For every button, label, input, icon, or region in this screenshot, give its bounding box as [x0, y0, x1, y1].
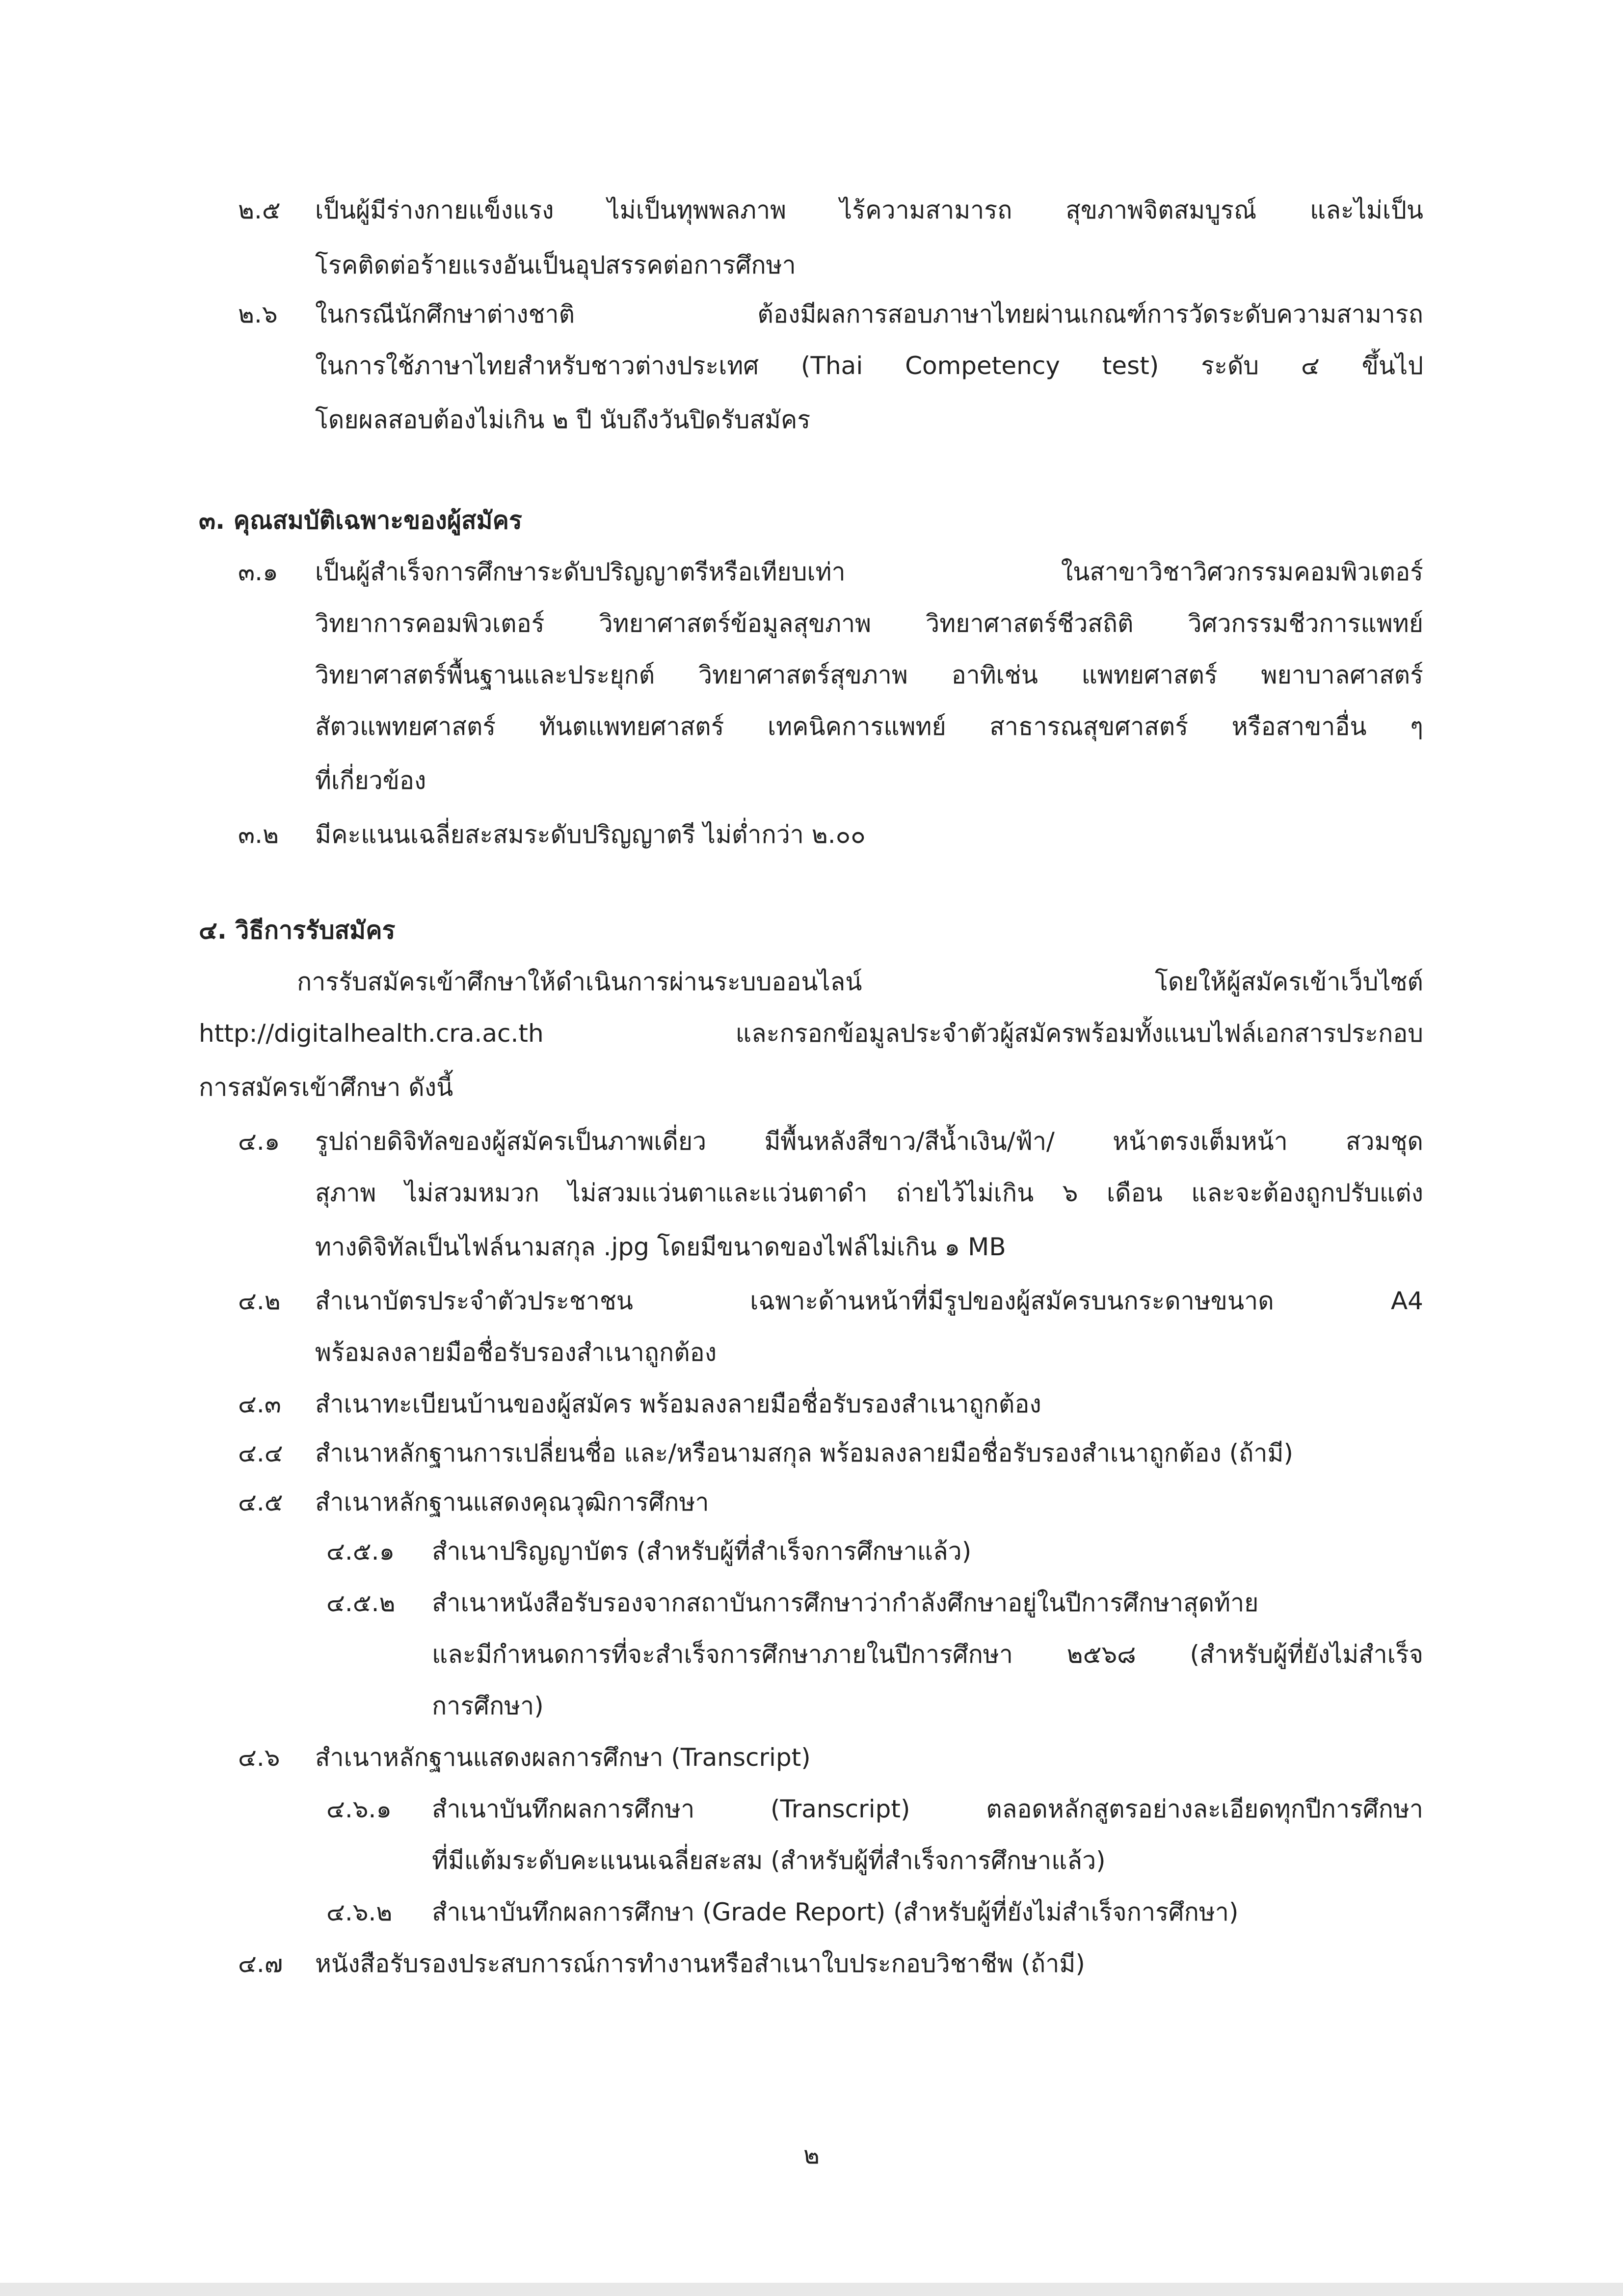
- item-number: ๒.๖: [238, 300, 278, 328]
- item-text-line: ในการใช้ภาษาไทยสำหรับชาวต่างประเทศ (Thai Competency test) ระดับ ๔ ขึ้นไป: [315, 351, 1423, 380]
- item-text-line: สำเนาบันทึกผลการศึกษา (Transcript) ตลอดหลักสูตรอย่างละเอียดทุกปีการศึกษา: [432, 1795, 1423, 1823]
- item-number: ๒.๕: [238, 196, 281, 224]
- sub-item-number: ๔.๕.๒: [326, 1589, 396, 1617]
- item-text-line: โดยผลสอบต้องไม่เกิน ๒ ปี นับถึงวันปิดรับสมัคร: [315, 405, 811, 434]
- item-text-line: การศึกษา): [432, 1692, 544, 1720]
- item-text-line: ที่มีแต้มระดับคะแนนเฉลี่ยสะสม (สำหรับผู้ที่สำเร็จการศึกษาแล้ว): [432, 1846, 1106, 1875]
- item-text-line: ทางดิจิทัลเป็นไฟล์นามสกุล .jpg โดยมีขนาดของไฟล์ไม่เกิน ๑ MB: [315, 1233, 1006, 1261]
- item-text-line: สำเนาบัตรประจำตัวประชาชน เฉพาะด้านหน้าที่มีรูปของผู้สมัครบนกระดาษขนาด A4: [315, 1287, 1423, 1315]
- sub-item-number: ๔.๖.๒: [326, 1898, 393, 1926]
- scan-edge: [0, 2283, 1623, 2296]
- item-number: ๓.๑: [238, 558, 278, 586]
- item-text-line: วิทยาศาสตร์พื้นฐานและประยุกต์ วิทยาศาสตร์สุขภาพ อาทิเช่น แพทยศาสตร์ พยาบาลศาสตร์: [315, 661, 1423, 689]
- item-number: ๔.๖: [238, 1743, 280, 1772]
- intro-line: การรับสมัครเข้าศึกษาให้ดำเนินการผ่านระบบออนไลน์ โดยให้ผู้สมัครเข้าเว็บไซต์: [297, 968, 1423, 996]
- item-number: ๓.๒: [238, 820, 279, 849]
- item-text-line: เป็นผู้สำเร็จการศึกษาระดับปริญญาตรีหรือเทียบเท่า ในสาขาวิชาวิศวกรรมคอมพิวเตอร์: [315, 558, 1423, 586]
- item-text-line: พร้อมลงลายมือชื่อรับรองสำเนาถูกต้อง: [315, 1338, 717, 1367]
- page-number: ๒: [803, 2141, 820, 2169]
- item-text-line: วิทยาการคอมพิวเตอร์ วิทยาศาสตร์ข้อมูลสุขภาพ วิทยาศาสตร์ชีวสถิติ วิศวกรรมชีวการแพทย์: [315, 609, 1423, 638]
- item-text-line: สำเนาปริญญาบัตร (สำหรับผู้ที่สำเร็จการศึกษาแล้ว): [432, 1537, 972, 1566]
- item-number: ๔.๓: [238, 1390, 281, 1418]
- sub-item-number: ๔.๕.๑: [326, 1537, 395, 1566]
- item-text-line: หนังสือรับรองประสบการณ์การทำงานหรือสำเนาใบประกอบวิชาชีพ (ถ้ามี): [315, 1949, 1085, 1978]
- item-text-line: มีคะแนนเฉลี่ยสะสมระดับปริญญาตรี ไม่ต่ำกว่า ๒.๐๐: [315, 820, 866, 849]
- section-heading: ๓. คุณสมบัติเฉพาะของผู้สมัคร: [199, 506, 522, 535]
- item-number: ๔.๔: [238, 1439, 283, 1467]
- section-heading: ๔. วิธีการรับสมัคร: [199, 916, 396, 945]
- item-number: ๔.๒: [238, 1287, 281, 1315]
- item-text-line: สำเนาหลักฐานแสดงผลการศึกษา (Transcript): [315, 1743, 811, 1772]
- intro-line: http://digitalhealth.cra.ac.th และกรอกข้อมูลประจำตัวผู้สมัครพร้อมทั้งแนบไฟล์เอกสารประกอบ: [199, 1019, 1423, 1048]
- item-text-line: และมีกำหนดการที่จะสำเร็จการศึกษาภายในปีการศึกษา ๒๕๖๘ (สำหรับผู้ที่ยังไม่สำเร็จ: [432, 1640, 1423, 1669]
- item-text-line: ในกรณีนักศึกษาต่างชาติ ต้องมีผลการสอบภาษาไทยผ่านเกณฑ์การวัดระดับความสามารถ: [315, 300, 1423, 328]
- sub-item-number: ๔.๖.๑: [326, 1795, 392, 1823]
- item-text-line: สัตวแพทยศาสตร์ ทันตแพทยศาสตร์ เทคนิคการแพทย์ สาธารณสุขศาสตร์ หรือสาขาอื่น ๆ: [315, 712, 1423, 741]
- intro-line: การสมัครเข้าศึกษา ดังนี้: [199, 1073, 453, 1102]
- item-number: ๔.๗: [238, 1949, 283, 1978]
- item-text-line: สำเนาหลักฐานแสดงคุณวุฒิการศึกษา: [315, 1488, 709, 1516]
- item-text-line: เป็นผู้มีร่างกายแข็งแรง ไม่เป็นทุพพลภาพ ไร้ความสามารถ สุขภาพจิตสมบูรณ์ และไม่เป็น: [315, 196, 1423, 224]
- item-text-line: สำเนาหลักฐานการเปลี่ยนชื่อ และ/หรือนามสกุล พร้อมลงลายมือชื่อรับรองสำเนาถูกต้อง (ถ้ามี): [315, 1439, 1293, 1467]
- item-text-line: รูปถ่ายดิจิทัลของผู้สมัครเป็นภาพเดี่ยว มีพื้นหลังสีขาว/สีน้ำเงิน/ฟ้า/ หน้าตรงเต็มหน้า สวมชุด: [315, 1127, 1423, 1156]
- item-number: ๔.๕: [238, 1488, 283, 1516]
- item-text-line: สำเนาหนังสือรับรองจากสถาบันการศึกษาว่ากำลังศึกษาอยู่ในปีการศึกษาสุดท้าย: [432, 1589, 1259, 1617]
- item-text-line: ที่เกี่ยวข้อง: [315, 766, 426, 795]
- item-text-line: โรคติดต่อร้ายแรงอันเป็นอุปสรรคต่อการศึกษา: [315, 251, 796, 279]
- item-text-line: สุภาพ ไม่สวมหมวก ไม่สวมแว่นตาและแว่นตาดำ ถ่ายไว้ไม่เกิน ๖ เดือน และจะต้องถูกปรับแต่ง: [315, 1179, 1423, 1207]
- item-text-line: สำเนาทะเบียนบ้านของผู้สมัคร พร้อมลงลายมือชื่อรับรองสำเนาถูกต้อง: [315, 1390, 1041, 1418]
- item-number: ๔.๑: [238, 1127, 280, 1156]
- item-text-line: สำเนาบันทึกผลการศึกษา (Grade Report) (สำหรับผู้ที่ยังไม่สำเร็จการศึกษา): [432, 1898, 1239, 1926]
